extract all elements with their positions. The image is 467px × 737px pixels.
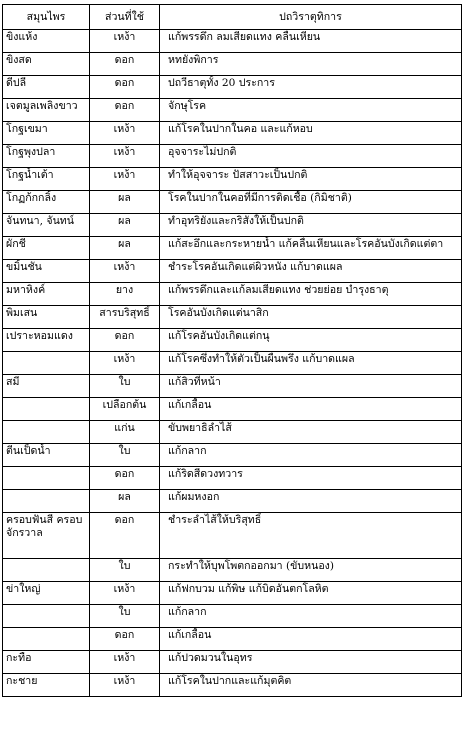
table-row bbox=[3, 122, 462, 145]
cell-part: ดอก bbox=[90, 76, 160, 99]
cell-part: เหง้า bbox=[90, 582, 160, 605]
cell-herb: ตีนเป็ดน้ำ bbox=[3, 444, 90, 467]
cell-use: ขับพยาธิลำไส้ bbox=[160, 421, 462, 444]
cell-herb bbox=[3, 352, 90, 375]
cell-part: ใบ bbox=[90, 605, 160, 628]
cell-herb: จันทนา, จันทน์ bbox=[3, 214, 90, 237]
cell-use: แก้กลาก bbox=[160, 605, 462, 628]
cell-herb: เจตมูลเพลิงขาว bbox=[3, 99, 90, 122]
cell-part: เหง้า bbox=[90, 674, 160, 697]
cell-use: อุจจาระไม่ปกติ bbox=[160, 145, 462, 168]
cell-part: ดอก bbox=[90, 99, 160, 122]
cell-part: เหง้า bbox=[90, 651, 160, 674]
table-row bbox=[3, 260, 462, 283]
table-row bbox=[3, 375, 462, 398]
cell-herb bbox=[3, 398, 90, 421]
table-row bbox=[3, 398, 462, 421]
table-row bbox=[3, 283, 462, 306]
table-row bbox=[3, 651, 462, 674]
herb-table bbox=[2, 4, 462, 697]
cell-part: ใบ bbox=[90, 559, 160, 582]
table-row bbox=[3, 329, 462, 352]
table-row bbox=[3, 674, 462, 697]
table-row bbox=[3, 30, 462, 53]
cell-part: ผล bbox=[90, 191, 160, 214]
cell-part: ดอก bbox=[90, 628, 160, 651]
table-row bbox=[3, 467, 462, 490]
cell-use: แก้ปวดมวนในอุทร bbox=[160, 651, 462, 674]
cell-herb: มหาหิงค์ bbox=[3, 283, 90, 306]
cell-herb: โกฐเขมา bbox=[3, 122, 90, 145]
cell-herb: ผักชี bbox=[3, 237, 90, 260]
cell-herb bbox=[3, 605, 90, 628]
cell-use: ปถวีธาตุทั้ง 20 ประการ bbox=[160, 76, 462, 99]
table-row bbox=[3, 352, 462, 375]
cell-part: ผล bbox=[90, 237, 160, 260]
cell-herb: กะชาย bbox=[3, 674, 90, 697]
cell-use: หทยังพิการ bbox=[160, 53, 462, 76]
table-row bbox=[3, 191, 462, 214]
cell-use: แก้พรรดึก ลมเสียดแทง คลื่นเหียน bbox=[160, 30, 462, 53]
cell-use: แก้โรคอันบังเกิดแต่กนุ bbox=[160, 329, 462, 352]
cell-herb bbox=[3, 559, 90, 582]
herb-table-document bbox=[2, 4, 461, 697]
table-row bbox=[3, 559, 462, 582]
cell-part: ดอก bbox=[90, 467, 160, 490]
cell-use: แก้โรคในปากและแก้มุตคิต bbox=[160, 674, 462, 697]
cell-herb: กะทือ bbox=[3, 651, 90, 674]
cell-part: เหง้า bbox=[90, 260, 160, 283]
cell-herb: โกฐน้ำเต้า bbox=[3, 168, 90, 191]
cell-part: เปลือกต้น bbox=[90, 398, 160, 421]
cell-herb: ขิงแห้ง bbox=[3, 30, 90, 53]
cell-herb bbox=[3, 628, 90, 651]
cell-part: เหง้า bbox=[90, 30, 160, 53]
table-row bbox=[3, 168, 462, 191]
cell-part: ดอก bbox=[90, 53, 160, 76]
cell-part: เหง้า bbox=[90, 352, 160, 375]
cell-use: ชำระโรคอันเกิดแต่ผิวหนัง แก้บาดแผล bbox=[160, 260, 462, 283]
table-row bbox=[3, 76, 462, 99]
cell-part: ผล bbox=[90, 490, 160, 513]
table-header-row bbox=[3, 5, 462, 30]
cell-herb: พิมเสน bbox=[3, 306, 90, 329]
cell-herb: สมี bbox=[3, 375, 90, 398]
cell-use: แก้ฟกบวม แก้พิษ แก้บิดอันตกโลหิต bbox=[160, 582, 462, 605]
table-row bbox=[3, 444, 462, 467]
cell-herb: ครอบฟันสี ครอบจักรวาล bbox=[3, 513, 90, 559]
cell-part: สารบริสุทธิ์ bbox=[90, 306, 160, 329]
table-row bbox=[3, 582, 462, 605]
cell-use: แก้เกลื้อน bbox=[160, 398, 462, 421]
table-row bbox=[3, 421, 462, 444]
cell-use: โรคในปากในคอที่มีการติดเชื้อ (กิมิชาติ) bbox=[160, 191, 462, 214]
cell-herb: ข่าใหญ่ bbox=[3, 582, 90, 605]
cell-use: แก้ริดสีดวงทวาร bbox=[160, 467, 462, 490]
cell-part: ดอก bbox=[90, 329, 160, 352]
cell-part: ยาง bbox=[90, 283, 160, 306]
table-row bbox=[3, 99, 462, 122]
cell-herb bbox=[3, 490, 90, 513]
table-row bbox=[3, 237, 462, 260]
cell-herb bbox=[3, 421, 90, 444]
table-row bbox=[3, 306, 462, 329]
cell-use: ทำให้อุจจาระ ปัสสาวะเป็นปกติ bbox=[160, 168, 462, 191]
cell-herb: เปราะหอมแดง bbox=[3, 329, 90, 352]
cell-part: แก่น bbox=[90, 421, 160, 444]
cell-use: แก้เกลื้อน bbox=[160, 628, 462, 651]
table-row bbox=[3, 490, 462, 513]
cell-use: แก้สิวที่หน้า bbox=[160, 375, 462, 398]
cell-use: โรคอันบังเกิดแต่นาสิก bbox=[160, 306, 462, 329]
column-header-use: ปถวิราตุทิการ bbox=[160, 5, 462, 30]
cell-use: แก้กลาก bbox=[160, 444, 462, 467]
cell-use: ทำอุทริยังและกริสังให้เป็นปกติ bbox=[160, 214, 462, 237]
cell-part: ใบ bbox=[90, 444, 160, 467]
table-row bbox=[3, 53, 462, 76]
cell-use: จักษุโรค bbox=[160, 99, 462, 122]
column-header-part: ส่วนที่ใช้ bbox=[90, 5, 160, 30]
cell-herb: ขิงสด bbox=[3, 53, 90, 76]
column-header-herb: สมุนไพร bbox=[3, 5, 90, 30]
cell-part: เหง้า bbox=[90, 168, 160, 191]
cell-part: ผล bbox=[90, 214, 160, 237]
cell-part: ใบ bbox=[90, 375, 160, 398]
cell-herb: โกฐพุงปลา bbox=[3, 145, 90, 168]
cell-herb: ดีปลี bbox=[3, 76, 90, 99]
cell-use: แก้พรรดึกและแก้ลมเสียดแทง ช่วยย่อย บำรุงธาตุ bbox=[160, 283, 462, 306]
cell-use: แก้สะอึกและกระหายน้ำ แก้คลื่นเหียนและโรคอันบังเกิดแต่ตา bbox=[160, 237, 462, 260]
cell-use: แก้โรคซึ่งทำให้ตัวเป็นผื่นพรึง แก้บาดแผล bbox=[160, 352, 462, 375]
cell-part: ดอก bbox=[90, 513, 160, 559]
cell-part: เหง้า bbox=[90, 122, 160, 145]
cell-herb bbox=[3, 467, 90, 490]
table-row bbox=[3, 605, 462, 628]
cell-use: ชำระลำไส้ให้บริสุทธิ์ bbox=[160, 513, 462, 559]
cell-herb: โกฏก้กกลิ้ง bbox=[3, 191, 90, 214]
table-row bbox=[3, 145, 462, 168]
cell-herb: ขมิ้นชัน bbox=[3, 260, 90, 283]
cell-use: แก้ผมหงอก bbox=[160, 490, 462, 513]
table-row bbox=[3, 513, 462, 559]
table-row bbox=[3, 628, 462, 651]
cell-part: เหง้า bbox=[90, 145, 160, 168]
cell-use: กระทำให้บุพโพตกออกมา (ขับหนอง) bbox=[160, 559, 462, 582]
cell-use: แก้โรคในปากในคอ และแก้หอบ bbox=[160, 122, 462, 145]
table-row bbox=[3, 214, 462, 237]
